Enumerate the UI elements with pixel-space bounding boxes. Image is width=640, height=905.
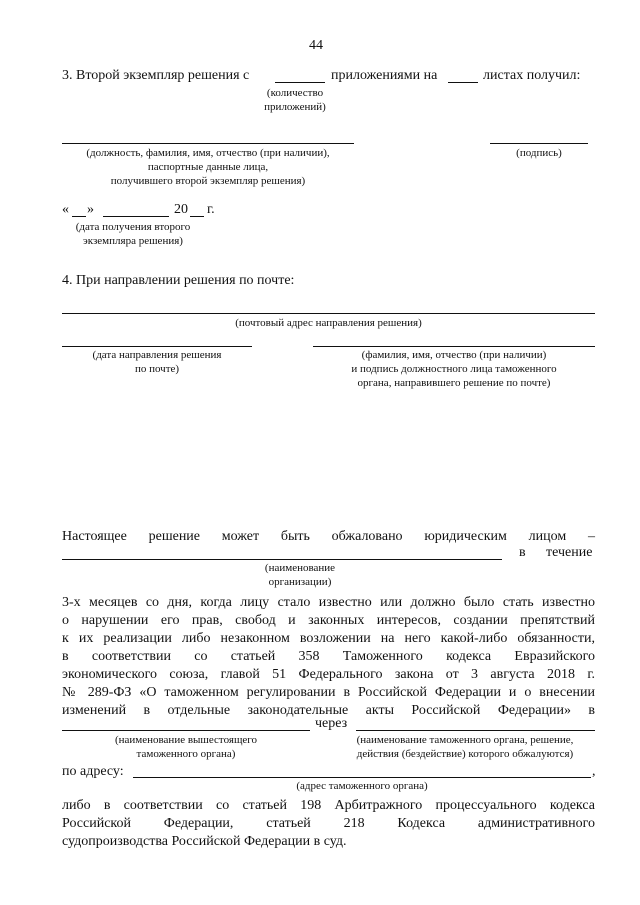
appeal-body-line-6: № 289-ФЗ «О таможенном регулировании в Российской Федерации и о внесении xyxy=(62,685,595,700)
appeal-word-v: в xyxy=(519,545,526,560)
final-line-2: Российской Федерации, статьей 218 Кодекса административного xyxy=(62,816,595,831)
recipient-blank xyxy=(62,143,354,144)
official-caption: (фамилия, имя, отчество (при наличии) и подпись должностного лица таможенного органа, направившего решение по почте) xyxy=(351,349,557,389)
appealed-authority-caption: (наименование таможенного органа, решение, действия (бездействие) которого обжалуются) xyxy=(356,734,574,760)
page-number: 44 xyxy=(309,38,323,53)
through-word: через xyxy=(315,716,348,731)
appeal-body-line-1: 3-х месяцев со дня, когда лицу стало известно или должно было стать известно xyxy=(62,595,595,610)
day-blank xyxy=(72,216,86,217)
customs-address-caption: (адрес таможенного органа) xyxy=(296,780,428,792)
date-close-quote: » xyxy=(87,202,94,217)
send-date-blank xyxy=(62,346,252,347)
section3-text-part1: 3. Второй экземпляр решения с xyxy=(62,68,250,83)
appealed-authority-blank xyxy=(356,730,595,731)
higher-authority-blank xyxy=(62,730,310,731)
appeal-body-line-5: экономического союза, главой 51 Федерального закона от 3 августа 2018 г. xyxy=(62,667,595,682)
date-open-quote: « xyxy=(62,202,69,217)
official-blank xyxy=(313,346,595,347)
recipient-caption: (должность, фамилия, имя, отчество (при наличии), паспортные данные лица, получившего второй экземпляр решения) xyxy=(86,147,330,187)
send-date-caption: (дата направления решения по почте) xyxy=(92,349,222,375)
section3-text-part3: листах получил: xyxy=(483,68,581,83)
appeal-body-line-7: изменений в отдельные законодательные акты Российской Федерации» в xyxy=(62,703,595,718)
appeal-body-line-3: к их реализации либо незаконном возложении на него какой-либо обязанности, xyxy=(62,631,595,646)
annex-count-caption: (количество приложений) xyxy=(264,87,326,113)
organization-caption: (наименование организации) xyxy=(264,562,336,588)
appeal-body-line-2: о нарушении его прав, свобод и законных интересов, создании препятствий xyxy=(62,613,595,628)
section3-text-part2: приложениями на xyxy=(331,68,438,83)
customs-address-blank xyxy=(133,777,591,778)
receipt-date-caption: (дата получения второго экземпляра решения) xyxy=(75,221,191,247)
signature-caption: (подпись) xyxy=(516,147,562,159)
higher-authority-caption: (наименование вышестоящего таможенного органа) xyxy=(114,734,258,760)
year-prefix: 20 xyxy=(174,202,188,217)
address-label: по адресу: xyxy=(62,764,124,779)
signature-blank xyxy=(490,143,588,144)
appeal-line-1: Настоящее решение может быть обжаловано юридическим лицом – xyxy=(62,529,595,544)
final-line-3: судопроизводства Российской Федерации в суд. xyxy=(62,834,347,849)
organization-blank xyxy=(62,559,502,560)
annex-count-blank xyxy=(275,82,325,83)
appeal-word-techenie: течение xyxy=(546,545,593,560)
section4-heading: 4. При направлении решения по почте: xyxy=(62,273,295,288)
year-blank xyxy=(190,216,204,217)
year-suffix: г. xyxy=(207,202,215,217)
sheet-count-blank xyxy=(448,82,478,83)
appeal-body-line-4: в соответствии со статьей 358 Таможенного кодекса Евразийского xyxy=(62,649,595,664)
address-end-comma: , xyxy=(592,764,596,779)
final-line-1: либо в соответствии со статьей 198 Арбитражного процессуального кодекса xyxy=(62,798,595,813)
month-blank xyxy=(103,216,169,217)
postal-address-blank xyxy=(62,313,595,314)
postal-address-caption: (почтовый адрес направления решения) xyxy=(235,317,422,329)
